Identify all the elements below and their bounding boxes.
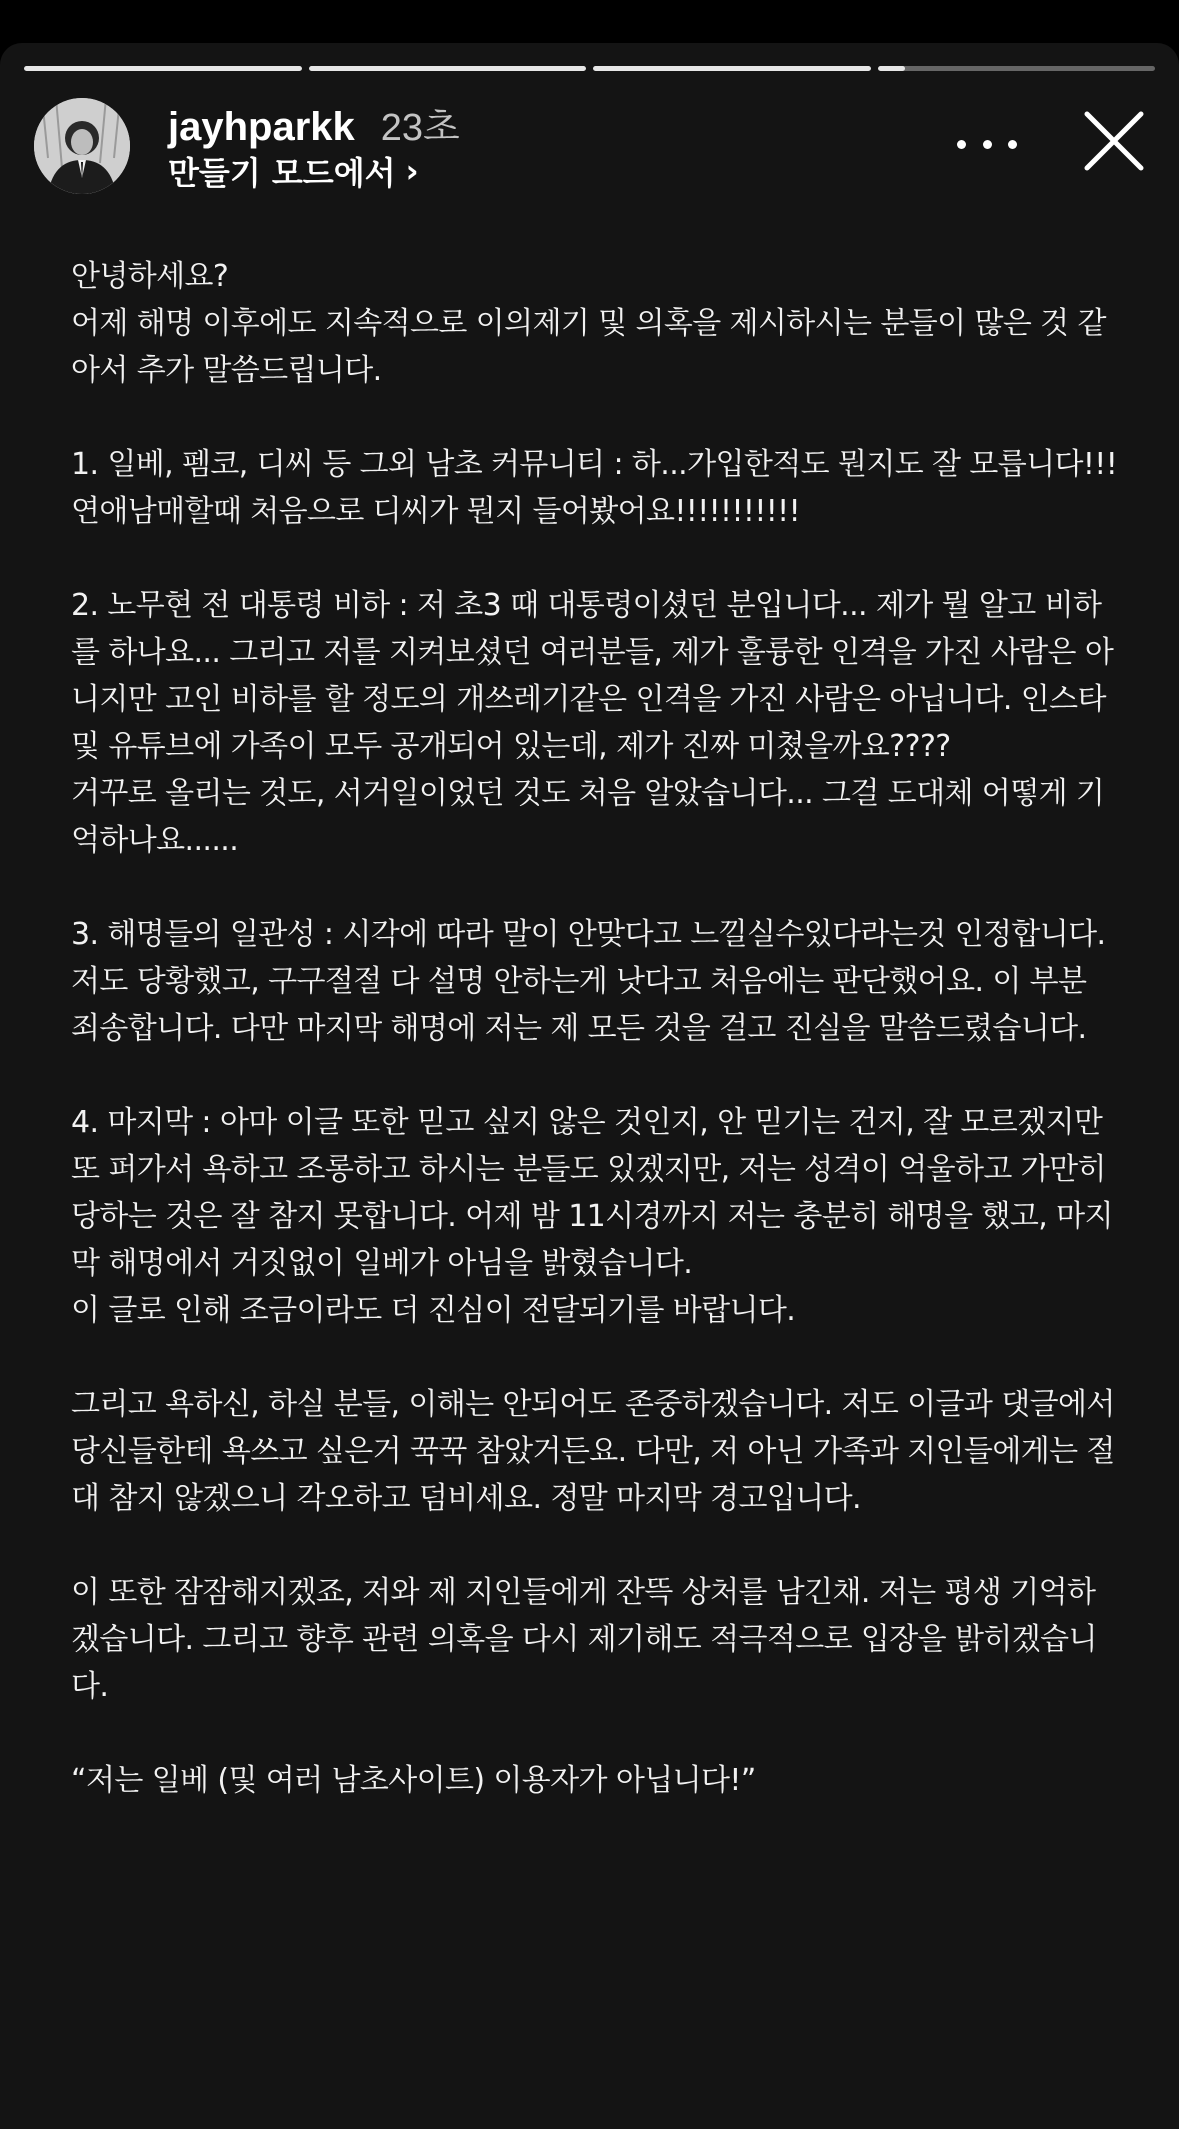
paragraph: 안녕하세요? 어제 해명 이후에도 지속적으로 이의제기 및 의혹을 제시하시는 분들이 많은 것 같아서 추가 말씀드립니다. (71, 259, 1106, 388)
paragraph: 2. 노무현 전 대통령 비하 : 저 초3 때 대통령이셨던 분입니다... 제가 뭘 알고 비하를 하나요... 그리고 저를 지켜보셨던 여러분들, 제가 훌륭한 인격을 가진 사람은 아니지만 고인 비하를 할 정도의 개쓰레기같은 인격을 가진 사람은 아닙니다. 인스타 및 유튜브에 가족이 모두 공개되어 있는데, 제가 진짜 미쳤을까요???? 거꾸로 올리는 것도, 서거일이었던 것도 처음 알았습니다... 그걸 도대체 어떻게 기억하나요...... (71, 588, 1114, 858)
post-time: 23초 (380, 107, 460, 149)
progress-fill (593, 66, 871, 71)
more-horizontal-icon (1008, 140, 1017, 149)
story-progress-bar (24, 66, 1155, 71)
user-line (168, 96, 460, 148)
paragraph: “저는 일베 (및 여러 남초사이트) 이용자가 아닙니다!” (71, 1763, 756, 1798)
create-mode-link[interactable] (168, 148, 460, 194)
progress-fill (878, 66, 906, 71)
progress-fill (309, 66, 587, 71)
progress-segment (24, 66, 302, 71)
more-horizontal-icon (957, 140, 966, 149)
avatar-photo-icon (34, 98, 130, 194)
paragraph: 그리고 욕하신, 하실 분들, 이해는 안되어도 존중하겠습니다. 저도 이글과 댓글에서 당신들한테 욕쓰고 싶은거 꾹꾹 참았거든요. 다만, 저 아닌 가족과 지인들에게는 절대 참지 않겠으니 각오하고 덤비세요. 정말 마지막 경고입니다. (71, 1387, 1115, 1516)
progress-segment (309, 66, 587, 71)
close-button[interactable] (1079, 106, 1149, 176)
more-horizontal-icon (983, 140, 992, 149)
create-mode-label: 만들기 모드에서 (168, 154, 396, 192)
progress-segment (878, 66, 1156, 71)
paragraph: 1. 일베, 펨코, 디씨 등 그외 남초 커뮤니티 : 하...가입한적도 뭔지도 잘 모릅니다!!! 연애남매할때 처음으로 디씨가 뭔지 들어봤어요!!!!!!!!!!! (71, 447, 1118, 529)
story-header (34, 96, 1159, 196)
close-icon (1079, 106, 1149, 176)
username[interactable]: jayhparkk (168, 105, 355, 149)
paragraph: 이 또한 잠잠해지겠죠, 저와 제 지인들에게 잔뜩 상처를 남긴채. 저는 평생 기억하겠습니다. 그리고 향후 관련 의혹을 다시 제기해도 적극적으로 입장을 밝히겠습니다. (71, 1575, 1097, 1704)
story-text (71, 253, 1121, 1851)
user-info (168, 96, 460, 194)
progress-segment (593, 66, 871, 71)
more-options-button[interactable] (957, 124, 1017, 164)
paragraph: 4. 마지막 : 아마 이글 또한 믿고 싶지 않은 것인지, 안 믿기는 건지, 잘 모르겠지만 또 퍼가서 욕하고 조롱하고 하시는 분들도 있겠지만, 저는 성격이 억울하고 가만히 당하는 것은 잘 참지 못합니다. 어제 밤 11시경까지 저는 충분히 해명을 했고, 마지막 해명에서 거짓없이 일베가 아님을 밝혔습니다. 이 글로 인해 조금이라도 더 진심이 전달되기를 바랍니다. (71, 1105, 1113, 1328)
progress-fill (24, 66, 302, 71)
chevron-right-icon: › (405, 152, 419, 190)
paragraph: 3. 해명들의 일관성 : 시각에 따라 말이 안맞다고 느낄실수있다라는것 인정합니다. 저도 당황했고, 구구절절 다 설명 안하는게 낫다고 처음에는 판단했어요. 이 부분 죄송합니다. 다만 마지막 해명에 저는 제 모든 것을 걸고 진실을 말씀드렸습니다. (71, 917, 1106, 1046)
story-viewer[interactable] (0, 43, 1179, 2129)
avatar[interactable] (34, 98, 130, 194)
